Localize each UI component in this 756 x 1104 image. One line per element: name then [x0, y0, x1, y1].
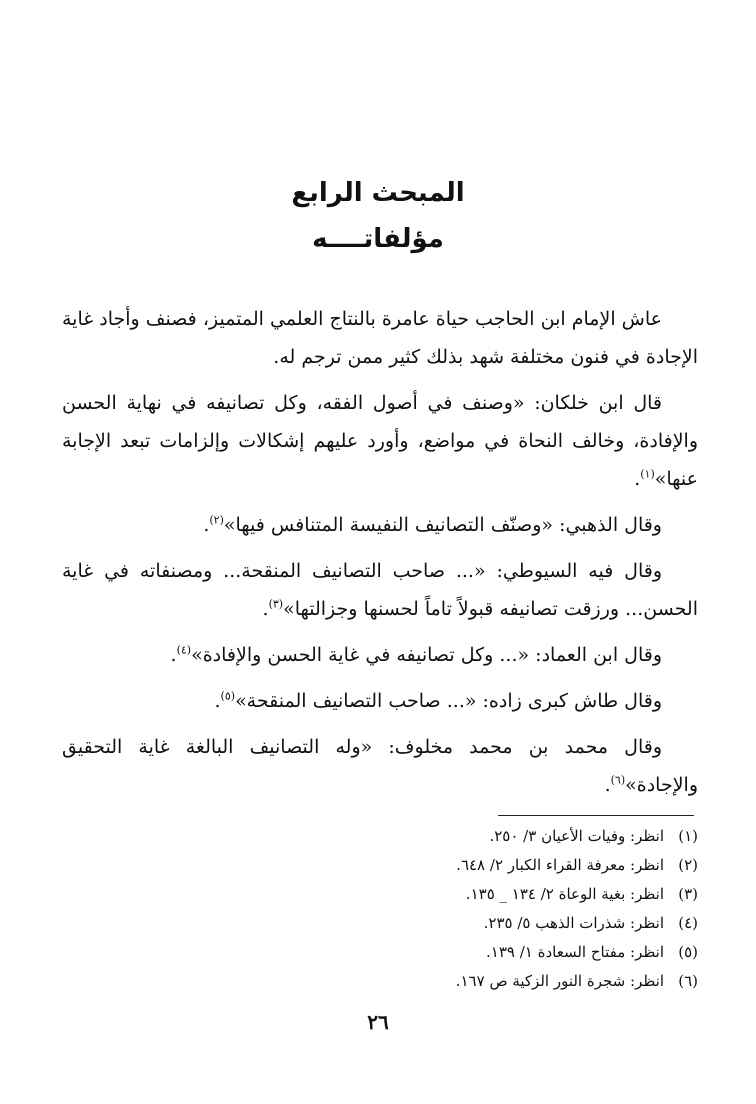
paragraph-text: وقال محمد بن محمد مخلوف: «وله التصانيف البالغة غاية التحقيق والإجادة» — [62, 736, 698, 796]
footnote-number: (٣) — [678, 885, 698, 903]
footnote-divider — [498, 815, 694, 816]
paragraph: وقال الذهبي: «وصنّف التصانيف النفيسة المتنافس فيها»$^{(٢)}$. — [203, 513, 662, 536]
footnote-number: (٥) — [678, 943, 698, 961]
section-subtitle: مؤلفاتــــه — [312, 224, 444, 254]
footnote-ref: (٦) — [610, 773, 626, 787]
footnote-text: انظر: بغية الوعاة ٢/ ١٣٤ _ ١٣٥. — [465, 885, 664, 903]
paragraph-text: وقال فيه السيوطي: «... صاحب التصانيف المنقحة... ومصنفاته في غاية الحسن... ورزقت تصانيفه قبولاً تاماً لحسنها وجزالتها» — [62, 560, 698, 620]
section-title: المبحث الرابع — [291, 178, 465, 208]
paragraph-text: قال ابن خلكان: «وصنف في أصول الفقه، وكل تصانيفه في نهاية الحسن والإفادة، وخالف النحاة في مواضع، وأورد عليهم إشكالات وإلزامات تبعد الإجابة عنها» — [62, 392, 698, 490]
footnote-ref: (٢) — [209, 513, 224, 527]
body-text — [62, 300, 698, 812]
footnote-number: (١) — [678, 827, 698, 845]
footnote — [62, 967, 698, 996]
paragraph-text: عاش الإمام ابن الحاجب حياة عامرة بالنتاج العلمي المتميز، فصنف وأجاد غاية الإجادة في فنون مختلفة شهد بذلك كثير ممن ترجم له. — [62, 308, 698, 368]
footnote-number: (٦) — [678, 972, 698, 990]
paragraph: وقال محمد بن محمد مخلوف: «وله التصانيف البالغة غاية التحقيق والإجادة»$^{(٦)}$. — [62, 736, 698, 796]
footnotes — [62, 822, 698, 996]
title-block — [0, 170, 756, 262]
paragraph: وقال طاش كبرى زاده: «... صاحب التصانيف المنقحة»$^{(٥)}$. — [214, 689, 662, 712]
footnote — [62, 938, 698, 967]
page-number: ٢٦ — [367, 1010, 389, 1034]
paragraph-text: وقال طاش كبرى زاده: «... صاحب التصانيف المنقحة» — [235, 690, 662, 712]
paragraph-text: وقال الذهبي: «وصنّف التصانيف النفيسة المتنافس فيها» — [223, 514, 662, 536]
footnote-ref: (٣) — [268, 597, 284, 611]
paragraph: وقال فيه السيوطي: «... صاحب التصانيف المنقحة... ومصنفاته في غاية الحسن... ورزقت تصانيفه قبولاً تاماً لحسنها وجزالتها»$^{(٣)}$. — [62, 560, 698, 620]
footnote-ref: (٥) — [220, 689, 236, 703]
paragraph-text: وقال ابن العماد: «... وكل تصانيفه في غاية الحسن والإفادة» — [191, 644, 662, 666]
footnote-text: انظر: وفيات الأعيان ٣/ ٢٥٠. — [489, 827, 664, 845]
footnote-number: (٢) — [678, 856, 698, 874]
footnote — [62, 851, 698, 880]
footnote-ref: (١) — [640, 467, 655, 481]
footnote-text: انظر: معرفة القراء الكبار ٢/ ٦٤٨. — [456, 856, 664, 874]
footnote-text: انظر: مفتاح السعادة ١/ ١٣٩. — [486, 943, 664, 961]
footnote-text: انظر: شذرات الذهب ٥/ ٢٣٥. — [483, 914, 664, 932]
paragraph: وقال ابن العماد: «... وكل تصانيفه في غاية الحسن والإفادة»$^{(٤)}$. — [170, 643, 662, 666]
paragraph — [62, 300, 698, 376]
footnote — [62, 909, 698, 938]
paragraph: قال ابن خلكان: «وصنف في أصول الفقه، وكل تصانيفه في نهاية الحسن والإفادة، وخالف النحاة في مواضع، وأورد عليهم إشكالات وإلزامات تبعد الإجابة عنها»$^{(١)}$. — [62, 392, 698, 490]
footnote-text: انظر: شجرة النور الزكية ص ١٦٧. — [455, 972, 664, 990]
footnote — [62, 822, 698, 851]
footnote-ref: (٤) — [176, 643, 192, 657]
footnote — [62, 880, 698, 909]
footnote-number: (٤) — [678, 914, 698, 932]
